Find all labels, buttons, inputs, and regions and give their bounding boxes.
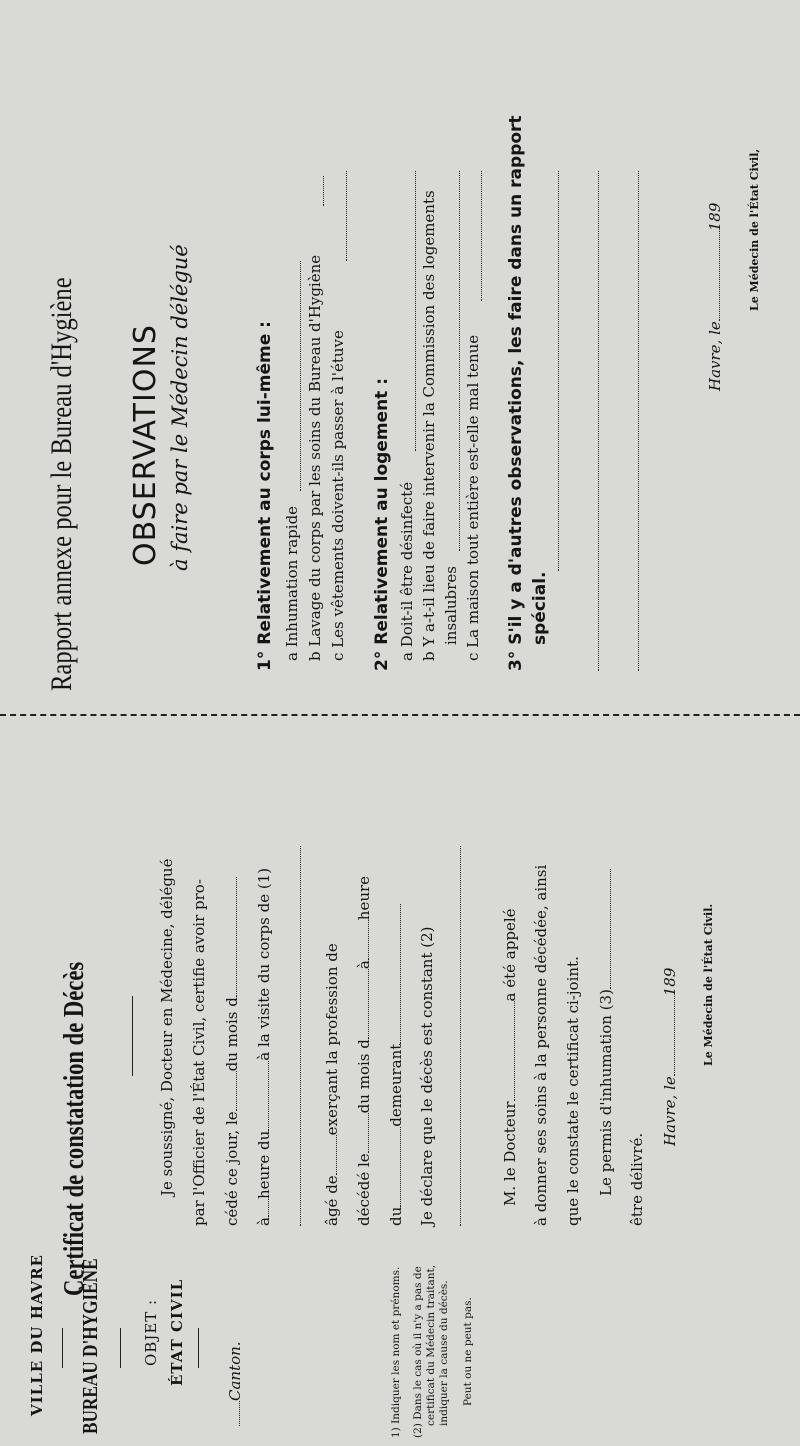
cert-line-2: par l'Officier de l'État Civil, certifie avoir pro- [190,879,208,1226]
certificate-title: Certificat de constatation de Décès [58,961,90,1296]
observations-heading: OBSERVATIONS [128,324,163,566]
header-strip [0,1254,790,1446]
answer-rule [598,171,599,671]
section-1-item-b: b Lavage du corps par les soins du Bureau d'Hygiène [306,254,324,661]
fold-line [0,714,800,716]
section-1-item-c: c Les vêtements doivent-ils passer à l'étuve [329,330,347,661]
section-3-heading: 3° S'il y a d'autres observations, les faire dans un rapport [506,115,526,671]
report-section [0,1,800,701]
answer-rule [323,176,324,206]
divider [120,1328,121,1368]
report-signature-place: Havre, le189 [706,202,724,391]
cert-line-12: Le permis d'inhumation (3) [596,869,615,1196]
canton-label [225,1341,244,1426]
report-signature-title: Le Médecin de l'État Civil, [748,148,761,311]
report-title: Rapport annexe pour le Bureau d'Hygiène [45,277,78,691]
footnote-2c: indiquer la cause du décès. [438,1280,450,1426]
cert-line-4: àheure duà la visite du corps de (1) [255,867,273,1226]
footnote-1: 1) Indiquer les nom et prénoms. [390,1266,402,1438]
cert-line-11: que le constate le certificat ci-joint. [564,956,582,1226]
answer-rule [638,171,639,671]
divider [132,996,133,1076]
blank-rule [300,846,301,1226]
cert-line-13: être délivré. [628,1132,646,1226]
observations-subtitle: à faire par le Médecin délégué [168,244,192,571]
certificate-section [0,696,800,1296]
ville-label: VILLE DU HAVRE [28,1254,46,1416]
section-2-item-b-cont: insalubres [442,566,460,645]
section-2-item-a: a Doit-il être désinfecté [398,481,416,661]
cert-line-6: décédé ledu mois dàheure [355,875,373,1226]
answer-rule [459,171,460,551]
divider [198,1328,199,1368]
section-2-item-b: b Y a-t-il lieu de faire intervenir la Commission des logements [420,190,438,661]
etat-civil-label: ÉTAT CIVIL [168,1278,186,1386]
divider [62,1328,63,1368]
cert-line-7: dudemeurant [386,904,405,1226]
cert-line-5: âgé deexerçant la profession de [323,943,341,1226]
section-2-item-c: c La maison tout entière est-elle mal tenue [464,334,482,661]
blank-rule [460,846,461,1226]
section-1-heading: 1° Relativement au corps lui-même : [255,321,275,671]
section-3-cont: spécial. [530,571,550,645]
answer-rule [481,171,482,301]
answer-rule [300,261,301,491]
section-2-heading: 2° Relativement au logement : [372,377,392,671]
footnote-3: Peut ou ne peut pas. [462,1297,474,1406]
footnote-2b: certificat du Médecin traitant, [425,1264,437,1426]
objet-label: OBJET : [142,1298,160,1366]
answer-rule [558,171,559,571]
cert-line-1: Je soussigné, Docteur en Médecine, délégué [158,858,176,1196]
cert-signature-title: Le Médecin de l'État Civil. [702,903,715,1066]
cert-line-10: à donner ses soins à la personne décédée, ainsi [532,864,550,1226]
canton-text: Canton. [226,1341,244,1401]
cert-line-9: M. le Docteura été appelé [501,908,519,1206]
cert-signature-place: Havre, le189 [661,967,679,1146]
answer-rule [346,171,347,261]
cert-line-3: cédé ce jour, ledu mois d [222,877,241,1226]
bureau-label: BUREAU D'HYGIÈNE [78,1258,102,1434]
footnote-2a: (2) Dans le cas où il n'y a pas de [412,1266,424,1438]
answer-rule [415,171,416,451]
cert-line-8: Je déclare que le décès est constant (2) [418,926,436,1226]
section-1-item-a: a Inhumation rapide [283,505,301,661]
